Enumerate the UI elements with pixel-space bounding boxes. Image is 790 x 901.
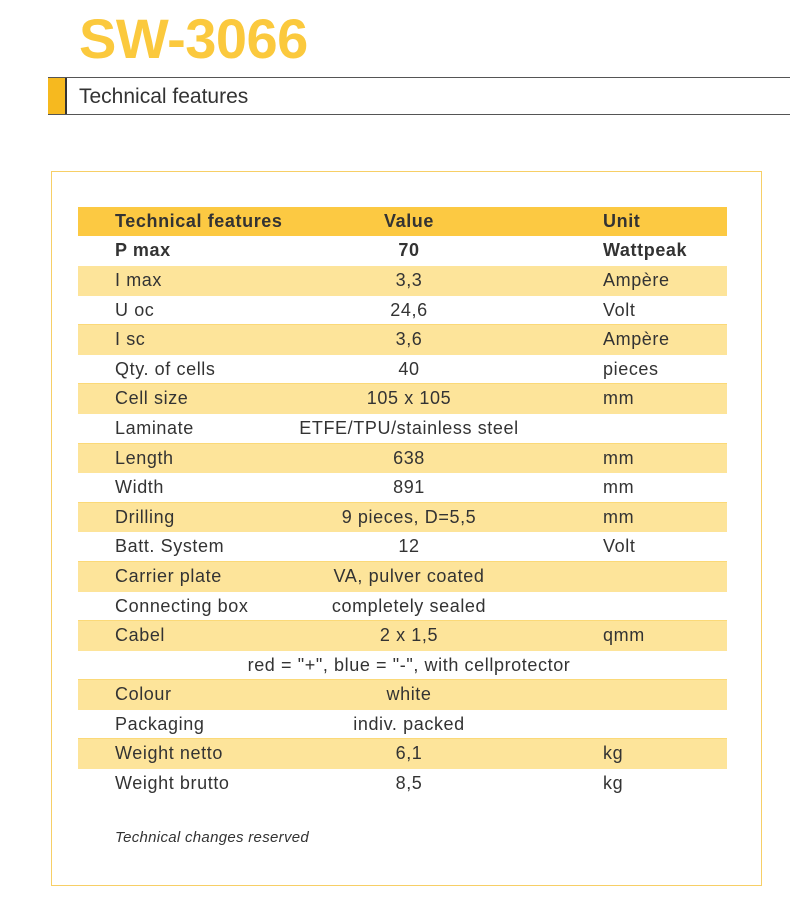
table-row [78,325,727,355]
row-value: VA, pulver coated [333,565,485,586]
table-header-row [78,207,727,236]
row-value: 6,1 [395,743,423,764]
row-value: 12 [398,536,420,557]
row-value: 70 [398,240,420,261]
footnote: Technical changes reserved [115,829,310,846]
row-value: 2 x 1,5 [379,625,439,646]
row-unit: mm [603,388,635,409]
section-accent-bar [48,78,65,114]
row-feature: Drilling [115,506,175,527]
row-unit: Wattpeak [603,240,688,261]
row-unit: kg [603,773,624,794]
row-value: 9 pieces, D=5,5 [341,506,477,527]
row-feature: Cabel [115,625,166,646]
table-row [78,503,727,533]
row-value: 40 [398,358,420,379]
header-unit: Unit [603,211,641,231]
row-feature: P max [115,240,171,261]
table-row [78,710,727,740]
table-row-note [78,651,727,681]
row-unit: qmm [603,625,645,646]
row-value: 3,3 [395,269,423,290]
table-row [78,414,727,444]
row-value: 105 x 105 [366,388,452,409]
section-title: Technical features [79,85,249,108]
table-row [78,621,727,651]
product-title: SW-3066 [79,7,308,70]
row-unit: mm [603,477,635,498]
row-note: red = "+", blue = "-", with cellprotector [247,654,571,675]
row-unit: Volt [603,536,636,557]
table-row [78,266,727,296]
section-divider [65,78,67,114]
header-feature: Technical features [115,211,283,231]
row-value: 3,6 [395,329,423,350]
row-unit: Volt [603,299,636,320]
row-unit: mm [603,506,635,527]
row-unit: Ampère [603,269,670,290]
table-row [78,592,727,622]
table-row [78,473,727,503]
row-feature: Colour [115,684,172,705]
row-feature: I sc [115,329,146,350]
row-unit: pieces [603,358,659,379]
row-value: 638 [393,447,425,468]
row-feature: Batt. System [115,536,225,557]
row-value: ETFE/TPU/stainless steel [299,417,519,438]
row-value: white [386,684,432,705]
row-value: indiv. packed [353,713,465,734]
table-row [78,355,727,385]
row-value: 24,6 [390,299,428,320]
row-feature: Weight netto [115,743,223,764]
table-row [78,562,727,592]
row-feature: Connecting box [115,595,249,616]
row-feature: Qty. of cells [115,358,216,379]
header-value: Value [383,211,435,231]
row-feature: Packaging [115,713,205,734]
table-row [78,680,727,710]
table-row [78,296,727,326]
row-feature: Length [115,447,174,468]
table-row [78,532,727,562]
row-unit: mm [603,447,635,468]
row-unit: kg [603,743,624,764]
table-row [78,444,727,474]
section-header [48,77,790,115]
row-feature: I max [115,269,163,290]
table-row [78,384,727,414]
row-feature: Laminate [115,417,194,438]
row-feature: Width [115,477,165,498]
spec-table [78,207,727,799]
row-feature: Weight brutto [115,773,230,794]
row-feature: Cell size [115,388,189,409]
table-row [78,739,727,769]
row-feature: U oc [115,299,155,320]
row-value: completely sealed [331,595,487,616]
row-feature: Carrier plate [115,565,222,586]
row-value: 8,5 [395,773,423,794]
row-unit: Ampère [603,329,670,350]
table-row [78,769,727,799]
table-row [78,236,727,266]
row-value: 891 [393,477,425,498]
